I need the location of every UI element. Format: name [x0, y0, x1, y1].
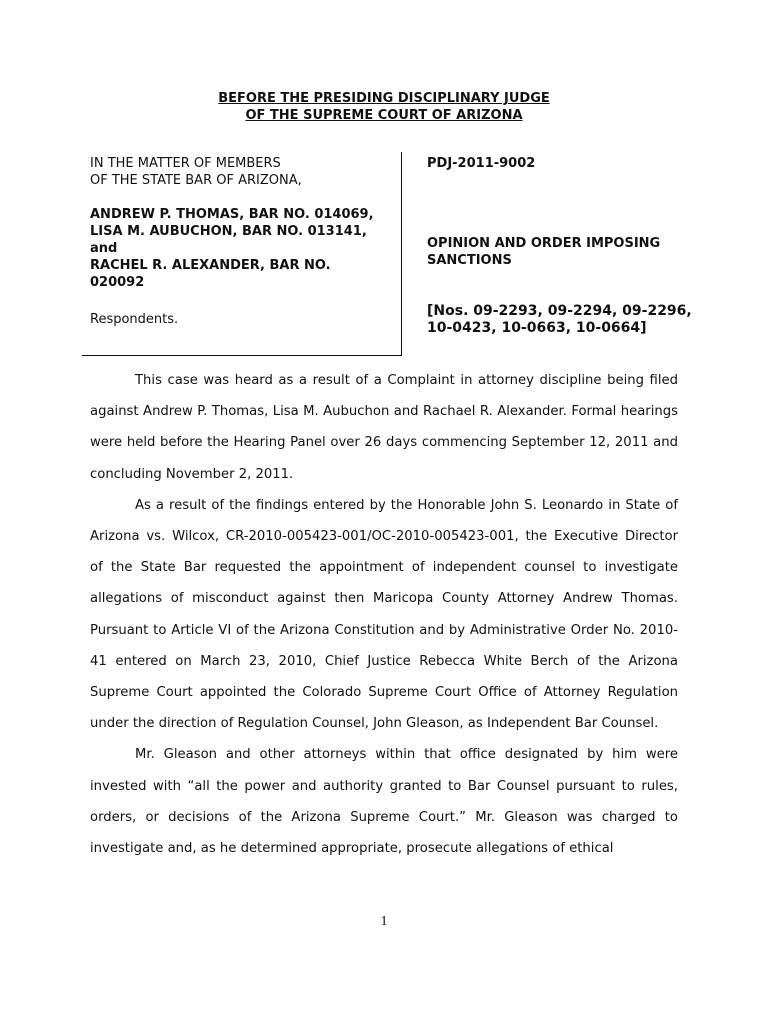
respondent-name-line: ANDREW P. THOMAS, BAR NO. 014069,: [90, 207, 374, 222]
caption-divider-vertical: [401, 152, 402, 356]
matter-numbers: [Nos. 09-2293, 09-2294, 09-2296, 10-0423, 10-0663, 10-0664]: [427, 303, 692, 336]
body-paragraph: Mr. Gleason and other attorneys within that office designated by him were invested with “all the power and authority granted to Bar Counsel pursuant to rules, orders, or decisions of the Arizona Supreme Court.” Mr. Gleason was charged to investigate and, as he determined appropriate, prosecute allegations of ethical: [90, 747, 678, 857]
respondent-name-line: LISA M. AUBUCHON, BAR NO. 013141,: [90, 224, 367, 239]
page-number: 1: [380, 914, 388, 929]
body-paragraph: This case was heard as a result of a Complaint in attorney discipline being filed against Andrew P. Thomas, Lisa M. Aubuchon and Rachael R. Alexander. Formal hearings were held before the Hearing Panel over 26 days commencing September 12, 2011 and concluding November 2, 2011.: [90, 373, 678, 482]
respondent-name-line: RACHEL R. ALEXANDER, BAR NO.: [90, 258, 331, 273]
court-heading-line-2: OF THE SUPREME COURT OF ARIZONA: [245, 108, 523, 123]
respondent-name-line: 020092: [90, 275, 145, 290]
caption-divider-horizontal: [82, 355, 402, 356]
matter-line-1: IN THE MATTER OF MEMBERS: [90, 156, 281, 171]
matter-line-2: OF THE STATE BAR OF ARIZONA,: [90, 173, 302, 188]
court-heading: [0, 90, 768, 124]
court-heading-line-1: BEFORE THE PRESIDING DISCIPLINARY JUDGE: [218, 91, 550, 106]
respondent-name-line: and: [90, 241, 118, 256]
case-number: PDJ-2011-9002: [427, 156, 536, 171]
case-caption-parties: [90, 155, 400, 328]
respondents-label: Respondents.: [90, 312, 179, 327]
body-paragraph: As a result of the findings entered by the Honorable John S. Leonardo in State of Arizona vs. Wilcox, CR-2010-005423-001/OC-2010-005423-001, the Executive Director of the State Bar requested the appointment of independent counsel to investigate allegations of misconduct against then Maricopa County Attorney Andrew Thomas. Pursuant to Article VI of the Arizona Constitution and by Administrative Order No. 2010-41 entered on March 23, 2010, Chief Justice Rebecca White Berch of the Arizona Supreme Court appointed the Colorado Supreme Court Office of Attorney Regulation under the direction of Regulation Counsel, John Gleason, as Independent Bar Counsel.: [90, 497, 678, 732]
document-title: OPINION AND ORDER IMPOSING SANCTIONS: [427, 236, 661, 268]
opinion-body: [90, 365, 678, 864]
